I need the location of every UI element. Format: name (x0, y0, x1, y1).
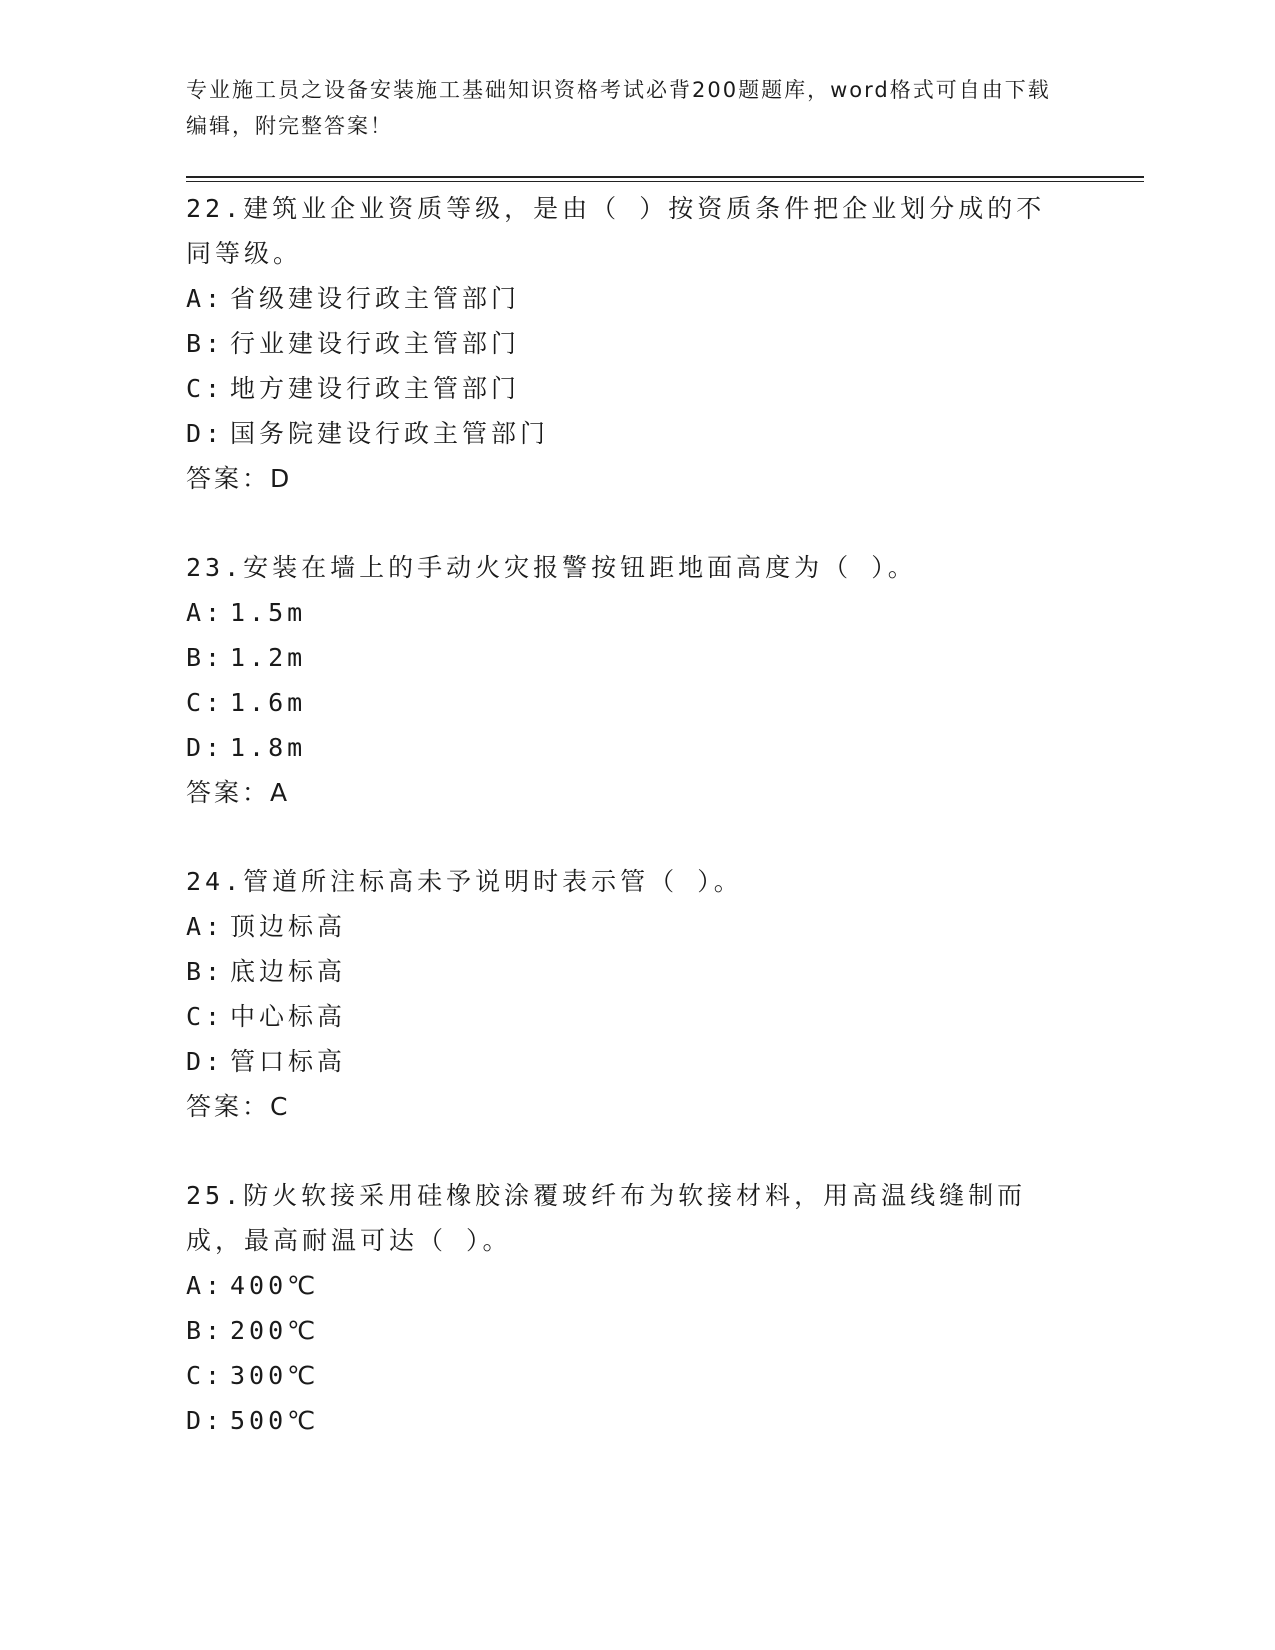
question-25 (186, 1173, 1066, 1443)
option-key: C: (186, 1361, 225, 1390)
answer-line: 答案：A (186, 778, 291, 807)
option-d (186, 1398, 1066, 1443)
option-key: C: (186, 1002, 225, 1031)
option-text: 500℃ (230, 1406, 320, 1435)
option-text: 1.2m (230, 643, 307, 672)
question-stem: 23.安装在墙上的手动火灾报警按钮距地面高度为（ ）。 (186, 553, 917, 582)
option-b (186, 321, 1066, 366)
option-key: D: (186, 733, 225, 762)
option-key: C: (186, 688, 225, 717)
option-text: 地方建设行政主管部门 (230, 374, 521, 403)
option-d (186, 1039, 1066, 1084)
option-key: C: (186, 374, 225, 403)
question-stem: 25.防火软接采用硅橡胶涂覆玻纤布为软接材料，用高温线缝制而成，最高耐温可达（ ）。 (186, 1181, 1027, 1255)
option-b (186, 1308, 1066, 1353)
option-text: 400℃ (230, 1271, 320, 1300)
option-key: B: (186, 329, 225, 358)
option-c (186, 994, 1066, 1039)
option-b (186, 635, 1066, 680)
option-text: 省级建设行政主管部门 (230, 284, 521, 313)
question-24 (186, 859, 1066, 1129)
option-b (186, 949, 1066, 994)
option-text: 顶边标高 (230, 912, 347, 941)
option-c (186, 366, 1066, 411)
option-a (186, 904, 1066, 949)
option-c (186, 680, 1066, 725)
option-text: 300℃ (230, 1361, 320, 1390)
option-key: D: (186, 419, 225, 448)
option-text: 管口标高 (230, 1047, 347, 1076)
option-key: B: (186, 643, 225, 672)
question-list (186, 186, 1066, 1443)
option-text: 1.6m (230, 688, 307, 717)
document-header: 专业施工员之设备安装施工基础知识资格考试必背200题题库，word格式可自由下载编辑，附完整答案！ (186, 78, 1051, 138)
option-text: 1.8m (230, 733, 307, 762)
option-text: 底边标高 (230, 957, 347, 986)
option-a (186, 590, 1066, 635)
question-stem: 24.管道所注标高未予说明时表示管（ ）。 (186, 867, 743, 896)
option-key: B: (186, 957, 225, 986)
option-text: 中心标高 (230, 1002, 347, 1031)
header-divider-thin (186, 181, 1144, 182)
option-d (186, 725, 1066, 770)
option-key: B: (186, 1316, 225, 1345)
option-key: D: (186, 1047, 225, 1076)
option-a (186, 276, 1066, 321)
option-text: 行业建设行政主管部门 (230, 329, 521, 358)
answer-line: 答案：C (186, 1092, 291, 1121)
header-divider-thick (186, 176, 1144, 178)
option-text: 1.5m (230, 598, 307, 627)
option-text: 国务院建设行政主管部门 (230, 419, 550, 448)
question-22 (186, 186, 1066, 501)
question-23 (186, 545, 1066, 815)
question-stem: 22.建筑业企业资质等级，是由（ ）按资质条件把企业划分成的不同等级。 (186, 194, 1046, 268)
answer-line: 答案：D (186, 464, 293, 493)
option-key: A: (186, 912, 225, 941)
option-text: 200℃ (230, 1316, 320, 1345)
option-a (186, 1263, 1066, 1308)
option-key: A: (186, 1271, 225, 1300)
option-key: A: (186, 598, 225, 627)
option-key: D: (186, 1406, 225, 1435)
option-c (186, 1353, 1066, 1398)
option-key: A: (186, 284, 225, 313)
option-d (186, 411, 1066, 456)
